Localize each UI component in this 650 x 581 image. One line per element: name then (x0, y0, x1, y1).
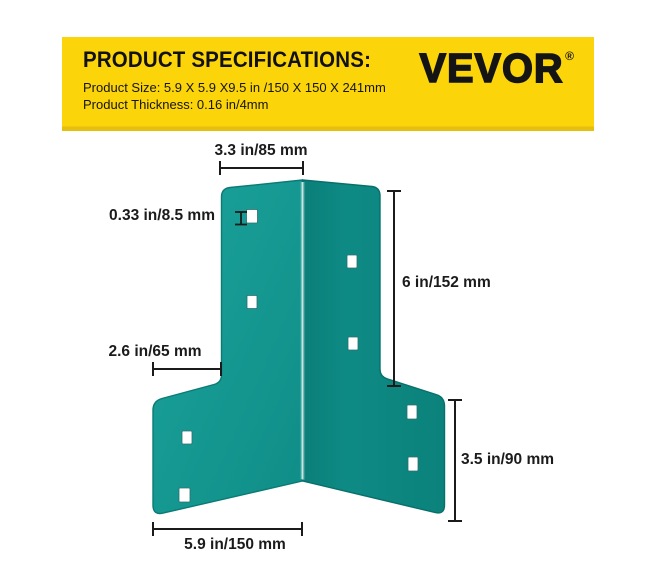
hole (182, 431, 192, 444)
banner-title: PRODUCT SPECIFICATIONS: (83, 47, 372, 72)
hole (348, 337, 358, 350)
registered-trademark-icon: ® (565, 49, 574, 63)
product-thickness-line: Product Thickness: 0.16 in/4mm (83, 97, 269, 112)
dim-label-top-width: 3.3 in/85 mm (214, 142, 308, 159)
hole (179, 488, 190, 502)
dim-label-wing-height: 3.5 in/90 mm (461, 451, 555, 468)
dim-label-hole-size: 0.33 in/8.5 mm (109, 207, 215, 224)
product-size-line: Product Size: 5.9 X 5.9 X9.5 in /150 X 150 X 241mm (83, 80, 386, 95)
hole (247, 210, 258, 224)
dim-label-middle-width: 2.6 in/65 mm (108, 343, 202, 360)
vevor-wordmark: VEVOR (419, 45, 564, 91)
dim-label-side-height: 6 in/152 mm (402, 274, 491, 291)
hole (247, 296, 257, 309)
bracket-right-plate (303, 180, 445, 513)
hole (408, 457, 418, 471)
dim-label-bottom-width: 5.9 in/150 mm (184, 536, 286, 553)
hole (347, 255, 357, 268)
bracket-fold-highlight (300, 182, 307, 480)
hole (407, 405, 417, 419)
